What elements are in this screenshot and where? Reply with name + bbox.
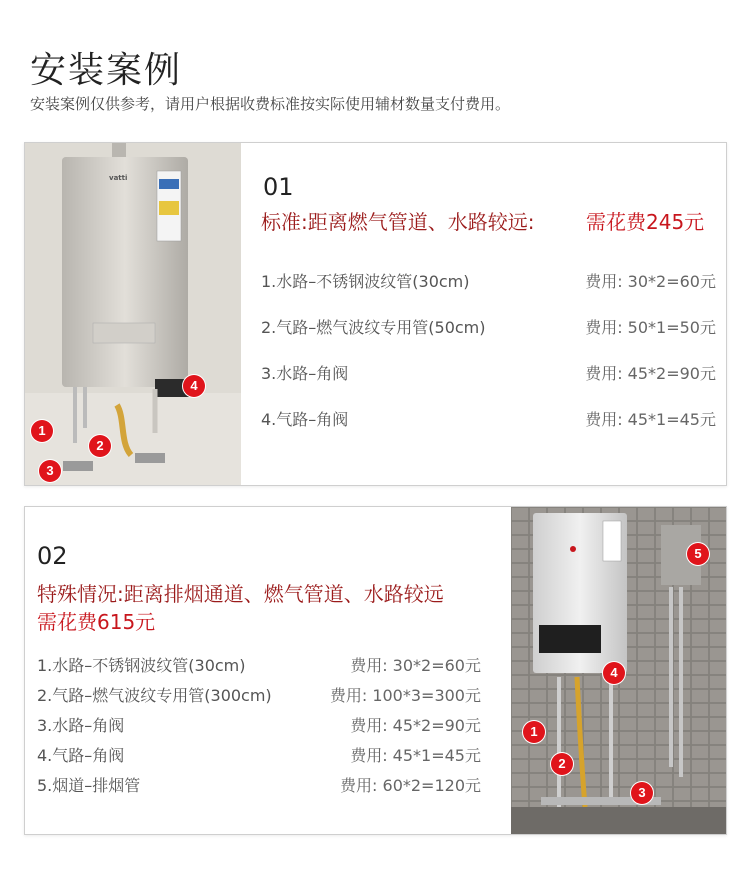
case-1-item-1-label: 1.水路–不锈钢波纹管(30cm) — [261, 272, 470, 291]
case-2-item-5-label: 5.烟道–排烟管 — [37, 776, 141, 795]
case-2-item-1-label: 1.水路–不锈钢波纹管(30cm) — [37, 656, 246, 675]
callout-badge-5: 5 — [687, 543, 709, 565]
callout-badge-4: 4 — [183, 375, 205, 397]
case-1-total-cost: 需花费245元 — [586, 210, 705, 234]
case-2-item-5-fee: 费用: 60*2=120元 — [340, 776, 481, 795]
case-2-photo — [511, 507, 726, 834]
case-2-item-2-label: 2.气路–燃气波纹专用管(300cm) — [37, 686, 272, 705]
callout-badge-2: 2 — [551, 753, 573, 775]
case-1-number: 01 — [263, 173, 294, 201]
case-1-photo — [25, 143, 241, 485]
case-2-item-1-fee: 费用: 30*2=60元 — [350, 656, 481, 675]
page-title: 安装案例 — [30, 50, 183, 91]
callout-badge-1: 1 — [31, 420, 53, 442]
brand-logo-text: vatti — [109, 174, 128, 182]
case-card-2 — [24, 506, 727, 835]
case-1-item-3-label: 3.水路–角阀 — [261, 364, 349, 383]
case-2-total-cost: 需花费615元 — [37, 610, 156, 634]
case-2-item-4-fee: 费用: 45*1=45元 — [350, 746, 481, 765]
case-1-item-4-fee: 费用: 45*1=45元 — [585, 410, 716, 429]
case-2-heading: 特殊情况:距离排烟通道、燃气管道、水路较远 — [37, 582, 444, 606]
callout-badge-3: 3 — [39, 460, 61, 482]
case-1-item-2-label: 2.气路–燃气波纹专用管(50cm) — [261, 318, 486, 337]
case-1-item-1-fee: 费用: 30*2=60元 — [585, 272, 716, 291]
callout-badge-2: 2 — [89, 435, 111, 457]
case-2-number: 02 — [37, 542, 68, 570]
case-2-item-4-label: 4.气路–角阀 — [37, 746, 125, 765]
case-1-heading: 标准:距离燃气管道、水路较远: — [261, 210, 535, 234]
case-card-1 — [24, 142, 727, 486]
water-heater-illustration — [25, 143, 241, 485]
case-1-item-3-fee: 费用: 45*2=90元 — [585, 364, 716, 383]
case-2-item-3-fee: 费用: 45*2=90元 — [350, 716, 481, 735]
case-2-item-2-fee: 费用: 100*3=300元 — [329, 686, 481, 705]
case-2-item-3-label: 3.水路–角阀 — [37, 716, 125, 735]
callout-badge-4: 4 — [603, 662, 625, 684]
callout-badge-3: 3 — [631, 782, 653, 804]
page-subtitle: 安装案例仅供参考，请用户根据收费标准按实际使用辅材数量支付费用。 — [30, 95, 511, 113]
callout-badge-1: 1 — [523, 721, 545, 743]
case-1-item-4-label: 4.气路–角阀 — [261, 410, 349, 429]
case-1-item-2-fee: 费用: 50*1=50元 — [585, 318, 716, 337]
